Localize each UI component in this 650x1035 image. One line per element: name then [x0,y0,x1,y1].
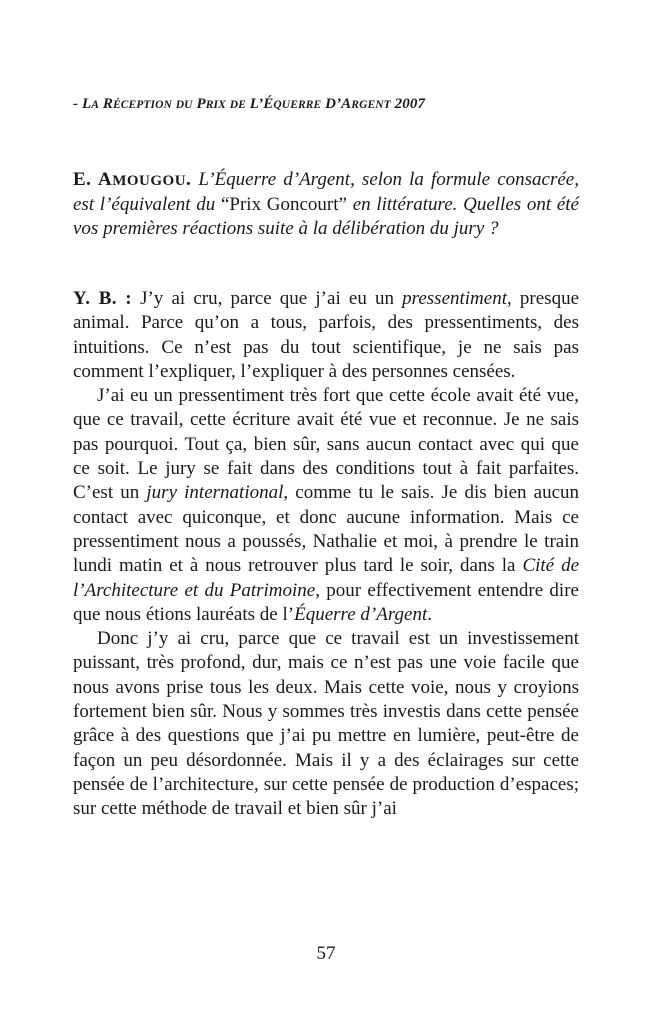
heading-year: 2007 [394,96,426,112]
question-text-before: L’Équerre d’Argent, selon la formule consacrée, est l’équivalent du [73,169,579,215]
section-heading [73,96,579,113]
heading-word-equerre-rest: QUERRE [273,99,322,111]
question-speaker-initial: E. A [73,169,113,190]
answer-p1-italic: pressentiment [402,288,507,309]
heading-word-la-rest: A [91,99,99,111]
question-text-after: en littérature. Quelles ont été vos premières réactions suite à la délibération du jury ? [73,194,579,239]
page-number: 57 [316,943,336,964]
question-speaker [73,169,191,190]
answer-p1-text-a: J’y ai cru, parce que j’ai eu un [140,288,394,309]
question-quoted-title: “Prix Goncourt” [220,194,347,215]
answer-p2-text-c: , pour effectivement entendre dire que nous étions lauréats de l’ [73,579,579,625]
answer-p2-text-a: J’ai eu un pressentiment très fort que cette école avait été vue, que ce travail, cette écriture avait été vue et reconnue. Je ne sais pas pourquoi. Tout ça, bien sûr, sans aucun contact avec qui que ce soit. Le jury se fait dans des conditions tout à fait parfaites. C’est un [73,385,579,504]
heading-word-la-initial: L [81,96,92,112]
answer-p2-italic-cite: Cité de l’Architecture et du Patrimoine [73,555,580,601]
answer-p2-italic-equerre: Équerre d’Argent [294,603,428,625]
question-speaker-punct: . [186,169,192,190]
answer-p2-text-d: . [427,603,432,625]
heading-word-reception-initial: R [102,96,113,112]
interview-answer [73,287,579,822]
book-page [73,0,579,1035]
answer-paragraph-2 [73,384,579,627]
heading-word-prix-initial: P [196,96,206,112]
heading-word-de: DE [229,99,246,111]
answer-paragraph-1 [73,287,579,384]
heading-word-reception-rest: ÉCEPTION [112,99,172,111]
answer-p1-text-b: , presque animal. Parce qu’on a tous, parfois, des pressentiments, des intuitions. Ce n’est pas du tout scientifique, je ne sais pas comment l’expliquer, l’expliquer à des personnes censées. [73,288,580,382]
heading-word-equerre-initial: L’É [249,96,274,112]
answer-p2-italic-jury: jury international [146,482,284,504]
interview-question [73,168,579,241]
heading-word-argent-rest: RGENT [351,99,391,111]
answer-paragraph-3: Donc j’y ai cru, parce que ce travail est un investissement puissant, très profond, dur, mais ce n’est pas une voie facile que nous avons prise tous les deux. Mais cette voie, nous y croyions fortement bien sûr. Nous y sommes très investis dans cette pensée grâce à des questions que j’ai pu mettre en lumière, peut-être de façon un peu désordonnée. Mais il y a des éclairages sur cette pensée de l’architecture, sur cette pensée de production d’espaces; sur cette méthode de travail et bien sûr j’ai [73,628,579,820]
heading-dash: - [73,96,82,112]
heading-word-prix-rest: RIX [205,99,226,111]
question-speaker-rest: MOUGOU [112,173,187,189]
answer-speaker: Y. B. : [73,288,132,309]
answer-p2-text-b: , comme tu le sais. Je dis bien aucun contact avec quiconque, et donc aucune information. Mais ce pressentiment nous a poussés, Nathalie et moi, à prendre le train lundi matin et à nous retrouver plus tard le soir, dans la [73,482,580,577]
heading-word-du: DU [175,99,193,111]
heading-word-argent-initial: D’A [325,96,352,112]
